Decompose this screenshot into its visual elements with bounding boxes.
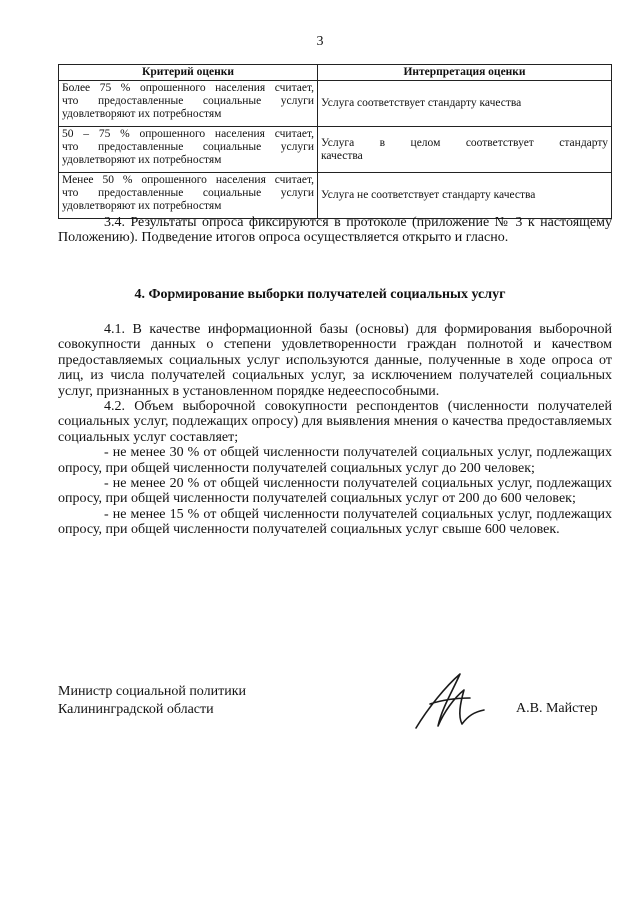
paragraph-4-2: 4.2. Объем выборочной совокупности респондентов (численности получателей социальных услуг, подлежащих опросу) для выявления мнения о качества предоставляемых социальных услуг составляет; (58, 399, 612, 445)
section-4-heading: 4. Формирование выборки получателей социальных услуг (134, 287, 506, 302)
criterion-text-line: что предоставленные социальные услуги (62, 187, 314, 199)
criterion-cell (59, 173, 318, 219)
signatory-position (58, 683, 246, 719)
position-line: Калининградской области (58, 702, 214, 717)
position-line: Министр социальной политики (58, 684, 247, 699)
criteria-table (58, 64, 612, 219)
criterion-cell (59, 127, 318, 173)
list-item: - не менее 15 % от общей численности получателей социальных услуг, подлежащих опросу, при общей численности получателей социальных услуг свыше 600 человек. (58, 506, 612, 538)
signatory-name: А.В. Майстер (516, 701, 598, 716)
interpretation-text-line: Услуга в целом соответствует стандарту (321, 136, 608, 149)
page-number: 3 (316, 34, 324, 49)
column-header-interpretation: Интерпретация оценки (318, 65, 612, 81)
paragraph-4-1: 4.1. В качестве информационной базы (основы) для формирования выборочной совокупности данных о степени удовлетворенности граждан полнотой и качеством предоставляемых социальных услуг используются данные, полученные в ходе опроса от лиц, из числа получателей социальных услуг, за исключением получателей социальных услуг, признанных в установленном порядке недееспособными. (58, 322, 612, 399)
criterion-text-line: удовлетворяют их потребностям (62, 154, 222, 166)
criterion-text-line: удовлетворяют их потребностям (62, 108, 222, 120)
interpretation-text-line: Услуга не соответствует стандарту качества (321, 189, 536, 201)
table-row (59, 173, 612, 219)
column-header-criterion: Критерий оценки (59, 65, 318, 81)
interpretation-text-line: качества (321, 149, 363, 162)
paragraph-3-4: 3.4. Результаты опроса фиксируются в протоколе (приложение № 3 к настоящему Положению). Подведение итогов опроса осуществляется открыто и гласно. (58, 215, 612, 246)
interpretation-cell (318, 173, 612, 219)
criterion-text-line: Менее 50 % опрошенного населения считает, (62, 174, 314, 186)
interpretation-cell (318, 81, 612, 127)
criterion-cell (59, 81, 318, 127)
criterion-text-line: что предоставленные социальные услуги (62, 95, 314, 107)
criterion-text-line: 50 – 75 % опрошенного населения считает, (62, 128, 314, 140)
list-item: - не менее 20 % от общей численности получателей социальных услуг, подлежащих опросу, при общей численности получателей социальных услуг от 200 до 600 человек; (58, 476, 612, 507)
table-row (59, 127, 612, 173)
list-item: - не менее 30 % от общей численности получателей социальных услуг, подлежащих опросу, при общей численности получателей социальных услуг до 200 человек; (58, 445, 612, 476)
interpretation-text-line: Услуга соответствует стандарту качества (321, 97, 522, 109)
handwritten-signature (408, 668, 498, 738)
criterion-text-line: что предоставленные социальные услуги (62, 141, 314, 153)
criterion-text-line: Более 75 % опрошенного населения считает, (62, 82, 314, 94)
section-4-body (58, 322, 612, 538)
interpretation-cell (318, 127, 612, 173)
criterion-text-line: удовлетворяют их потребностям (62, 200, 222, 212)
table-row (59, 81, 612, 127)
section-3-4 (58, 215, 612, 246)
table-header-row (59, 65, 612, 81)
